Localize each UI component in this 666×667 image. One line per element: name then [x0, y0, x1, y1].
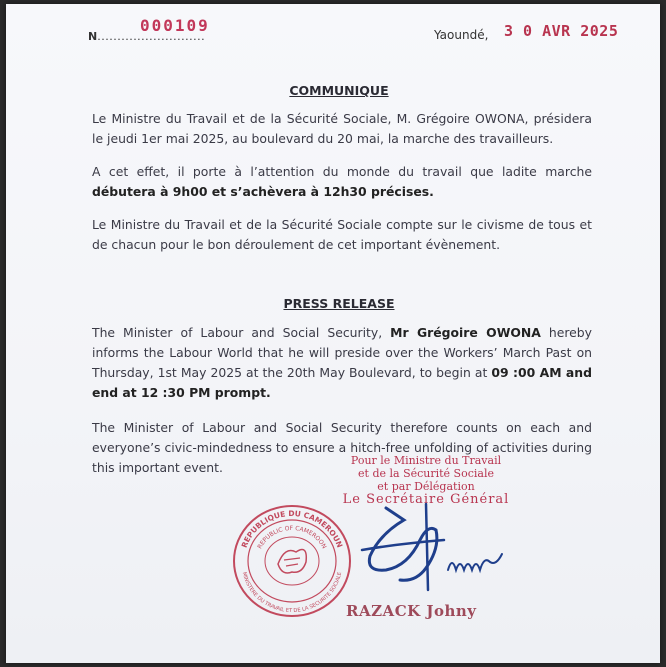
- date-stamp: 3 0 AVR 2025: [504, 22, 619, 40]
- french-paragraph-3: Le Ministre du Travail et de la Sécurité Sociale compte sur le civisme de tous et de chacun pour le bon déroulement de cet important évènement.: [92, 217, 592, 252]
- english-paragraph-2: The Minister of Labour and Social Security therefore counts on each and everyone’s civic-mindedness to ensure a hitch-free unfolding of activities during this important event.: [92, 420, 592, 475]
- official-seal-icon: [230, 502, 354, 620]
- english-paragraph-1-bold-time: 09 :00 AM and end at 12 :30 PM prompt.: [92, 365, 592, 400]
- signature-line-3: et par Délégation: [377, 480, 475, 493]
- french-heading: COMMUNIQUE: [289, 83, 389, 98]
- city-label: Yaoundé,: [434, 28, 489, 42]
- reference-number-stamp: 000109: [140, 16, 210, 35]
- english-paragraph-1: [92, 323, 592, 403]
- french-paragraph-2-text: A cet effet, il porte à l’attention du monde du travail que ladite marche: [92, 164, 592, 179]
- seal-inner-text: REPUBLIC OF CAMEROON: [256, 524, 328, 551]
- signature-line-2: et de la Sécurité Sociale: [358, 467, 494, 480]
- signatory-name: RAZACK Johny: [346, 602, 477, 620]
- french-paragraph-2: [92, 162, 592, 202]
- french-paragraph-2-bold: débutera à 9h00 et s’achèvera à 12h30 précises.: [92, 184, 434, 199]
- french-paragraph-1: Le Ministre du Travail et de la Sécurité Sociale, M. Grégoire OWONA, présidera le jeudi 1er mai 2025, au boulevard du 20 mai, la marche des travailleurs.: [92, 111, 592, 146]
- english-paragraph-1-bold-name: Mr Grégoire OWONA: [390, 325, 541, 340]
- english-paragraph-1-text-a: The Minister of Labour and Social Security,: [92, 325, 391, 340]
- seal-bottom-text: MINISTERE DU TRAVAIL ET DE LA SECURITE SOCIALE: [240, 571, 344, 615]
- english-paragraph-1-text-b: hereby informs the Labour World that he will preside over the Workers’ March Past on Thursday, 1st May 2025 at the 20th May Boulevard, to begin at: [92, 325, 592, 380]
- document-page: [6, 4, 660, 663]
- signature-line-1: Pour le Ministre du Travail: [350, 454, 502, 467]
- number-label: N: [88, 30, 98, 43]
- english-heading: PRESS RELEASE: [283, 296, 395, 311]
- signature-delegation-block: [336, 454, 516, 506]
- number-dots: ...........................: [97, 30, 206, 43]
- seal-top-text: REPUBLIQUE DU CAMEROUN: [239, 508, 345, 549]
- handwritten-signature-icon: [356, 500, 526, 595]
- signature-line-4: Le Secrétaire Général: [342, 492, 510, 507]
